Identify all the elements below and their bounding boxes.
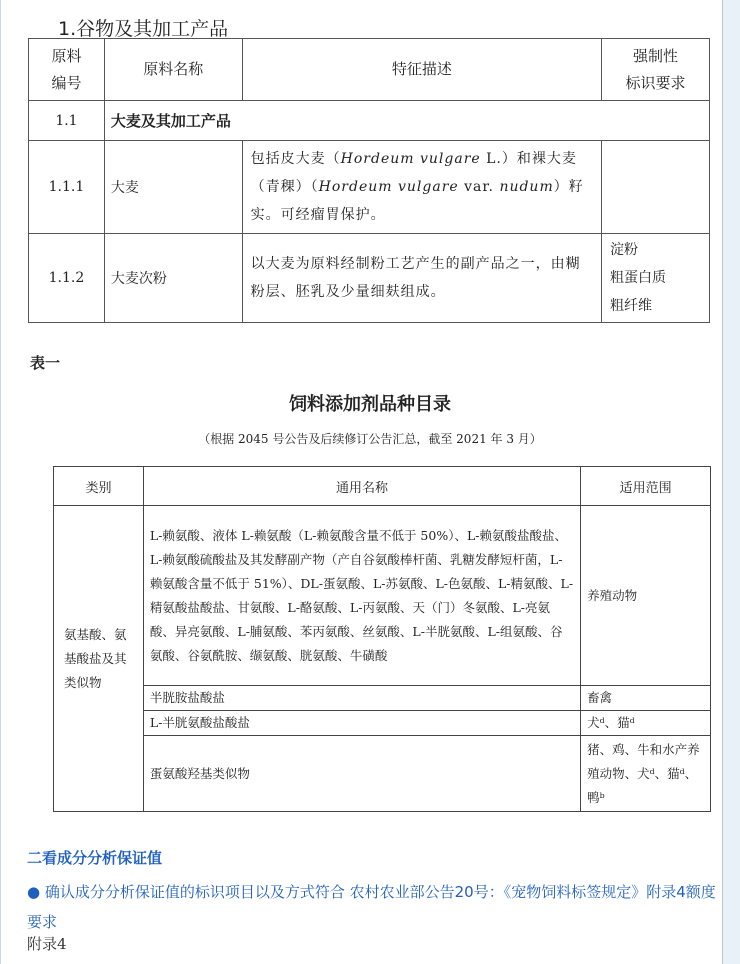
table-row	[29, 141, 710, 234]
row-code: 1.1.2	[29, 234, 105, 323]
desc-latin: Hordeum vulgare	[318, 179, 459, 195]
header-code-line1: 原料	[51, 46, 82, 65]
header-code-line2: 编号	[51, 73, 82, 92]
appendix-label: 附录4	[27, 935, 67, 953]
row-name: L-赖氨酸、液体 L-赖氨酸（L-赖氨酸含量不低于 50%）、L-赖氨酸盐酸盐、L-赖氨酸硫酸盐及其发酵副产物（产自谷氨酸棒杆菌、乳糖发酵短杆菌，L-赖氨酸含量不低于 51%）、DL-蛋氨酸、L-苏氨酸、L-色氨酸、L-精氨酸、L-精氨酸盐酸盐、甘氨酸、L-酪氨酸、L-丙氨酸、天（门）冬氨酸、L-亮氨酸、异亮氨酸、L-脯氨酸、苯丙氨酸、丝氨酸、L-半胱氨酸、L-组氨酸、谷氨酸、谷氨酰胺、缬氨酸、胱氨酸、牛磺酸	[143, 506, 580, 686]
row-name: 大麦次粉	[104, 234, 242, 323]
row-name: 半胱胺盐酸盐	[143, 686, 580, 711]
table-label: 表一	[30, 354, 61, 372]
header-code	[29, 39, 105, 101]
req-item: 粗纤维	[610, 298, 653, 314]
desc-text: L.）和裸大麦（青稞）（	[250, 151, 577, 195]
req-item: 淀粉	[610, 242, 639, 258]
header-req-line2: 标识要求	[625, 73, 686, 92]
table-row	[54, 711, 711, 736]
req-item: 粗蛋白质	[610, 270, 667, 286]
header-desc: 特征描述	[242, 39, 601, 101]
guide-text: ● 确认成分分析保证值的标识项目以及方式符合 农村农业部公告20号：《宠物饲料标签规定》附录4额度要求	[27, 883, 716, 931]
row-scope: 养殖动物	[581, 506, 711, 686]
table-row	[54, 506, 711, 686]
row-name: 蛋氨酸羟基类似物	[143, 736, 580, 812]
raw-table-header-row	[29, 39, 710, 101]
desc-text: ）籽实。可经瘤胃保护。	[250, 179, 584, 223]
category-code: 1.1	[29, 101, 105, 141]
table-row	[29, 234, 710, 323]
row-scope: 猪、鸡、牛和水产养殖动物、犬ᵈ、猫ᵈ、鸭ᵇ	[581, 736, 711, 812]
row-name: L-半胱氨酸盐酸盐	[143, 711, 580, 736]
raw-material-table	[28, 38, 710, 323]
header-name: 原料名称	[104, 39, 242, 101]
catalog-title: 饲料添加剂品种目录	[289, 394, 451, 415]
row-req	[602, 234, 710, 323]
category-row	[29, 101, 710, 141]
header-req-line1: 强制性	[633, 46, 679, 65]
row-desc	[242, 141, 601, 234]
row-code: 1.1.1	[29, 141, 105, 234]
right-scroll-panel	[722, 0, 740, 964]
additive-catalog-table	[53, 466, 711, 812]
section-title: 1.谷物及其加工产品	[58, 18, 229, 40]
row-desc: 以大麦为原料经制粉工艺产生的副产品之一，由糊粉层、胚乳及少量细麸组成。	[242, 234, 601, 323]
desc-latin: Hordeum vulgare	[340, 151, 481, 167]
image-cutoff	[50, 812, 720, 832]
row-name: 大麦	[104, 141, 242, 234]
header-req	[602, 39, 710, 101]
row-scope: 犬ᵈ、猫ᵈ	[581, 711, 711, 736]
desc-latin: nudum	[499, 179, 554, 195]
table-row	[54, 736, 711, 812]
row-req	[602, 141, 710, 234]
guide-heading: 二看成分分析保证值	[27, 849, 163, 867]
catalog-note: （根据 2045 号公告及后续修订公告汇总，截至 2021 年 3 月）	[198, 432, 542, 446]
desc-text: 包括皮大麦（	[250, 151, 341, 167]
catalog-category: 氨基酸、氨基酸盐及其类似物	[54, 506, 144, 812]
category-name: 大麦及其加工产品	[104, 101, 709, 141]
row-scope: 畜禽	[581, 686, 711, 711]
catalog-header-row	[54, 467, 711, 506]
header-category: 类别	[54, 467, 144, 506]
table-row	[54, 686, 711, 711]
desc-text: var.	[458, 179, 500, 195]
header-scope: 适用范围	[581, 467, 711, 506]
page-left-border	[0, 0, 1, 964]
header-name: 通用名称	[143, 467, 580, 506]
